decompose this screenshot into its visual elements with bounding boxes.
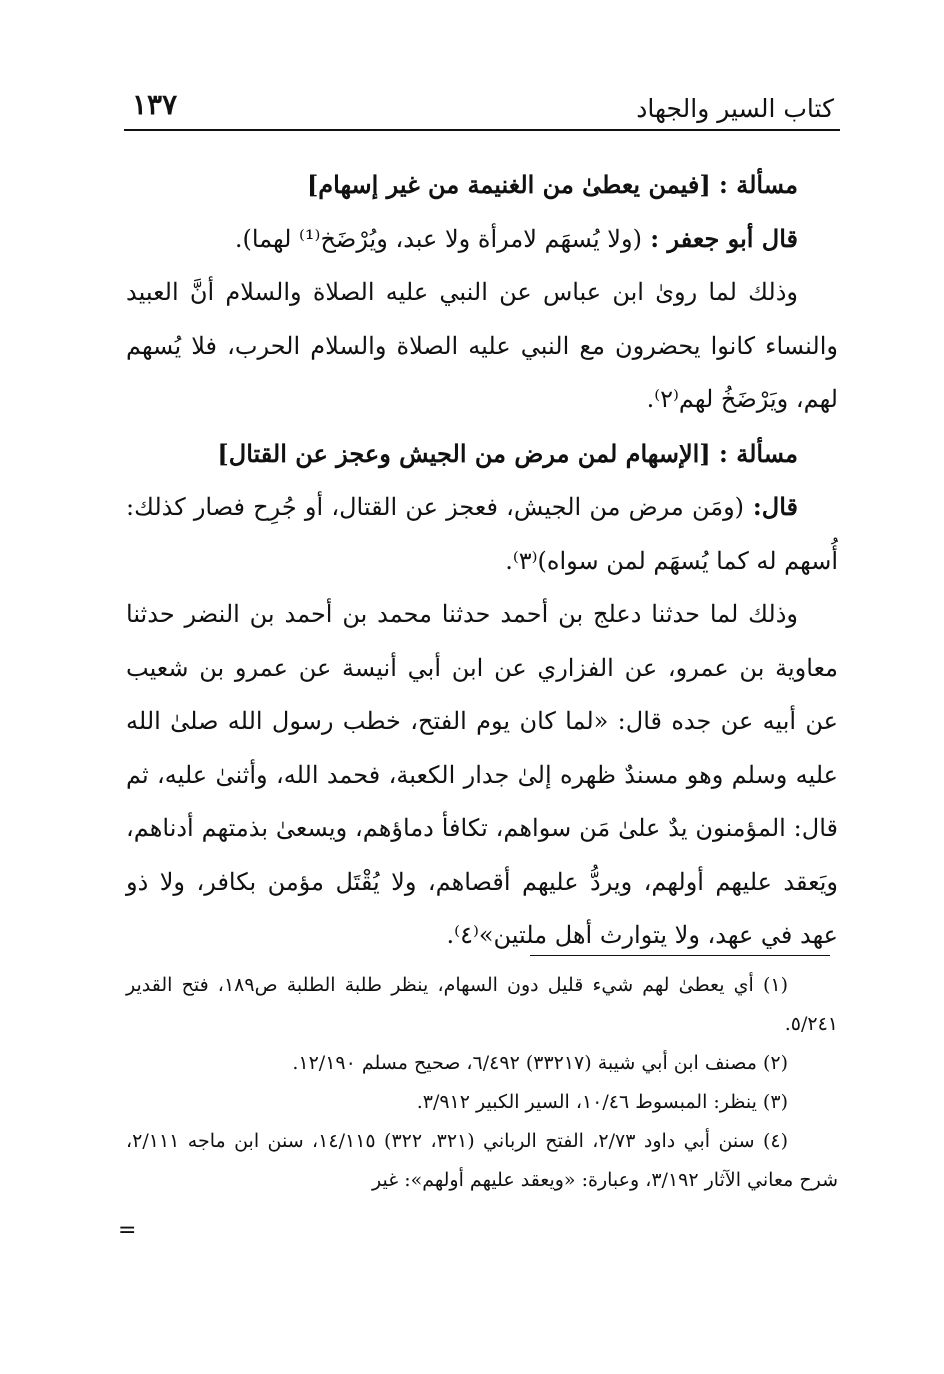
issue-title-2: [الإسهام لمن مرض من الجيش وعجز عن القتال] (217, 438, 711, 468)
speaker-label-1: قال أبو جعفر : (641, 223, 798, 253)
issue-heading-2 (126, 427, 838, 481)
footnote-separator (530, 955, 830, 956)
footnote-4: (٤) سنن أبي داود ٢/٧٣، الفتح الرباني (٣٢١، ٣٢٢) ١٤/١١٥، سنن ابن ماجه ٢/١١١، شرح معاني الآثار ٣/١٩٢، وعبارة: «ويعقد عليهم أولهم»: غير (126, 1130, 838, 1191)
paragraph-evidence-2: وذلك لما حدثنا دعلج بن أحمد حدثنا محمد بن أحمد بن النضر حدثنا معاوية بن عمرو، عن الفزاري عن ابن أبي أنيسة عن عمرو بن شعيب عن أبيه عن جده قال: «لما كان يوم الفتح، خطب رسول الله صلىٰ الله عليه وسلم وهو مسندٌ ظهره إلىٰ جدار الكعبة، فحمد الله، وأثنىٰ عليه، ثم قال: المؤمنون يدٌ علىٰ مَن سواهم، تكافأ دماؤهم، ويسعىٰ بذمتهم أدناهم، ويَعقد عليهم أولهم، ويردُّ عليهم أقصاهم، ولا يُقْتَل مؤمن بكافر، ولا ذو عهد في عهد، ولا يتوارث أهل ملتين»⁽٤⁾. (126, 600, 838, 949)
page-number: ١٣٧ (132, 88, 178, 121)
footnote-3: (٣) ينظر: المبسوط ١٠/٤٦، السير الكبير ٣/٩١٢. (416, 1091, 788, 1113)
page-header (124, 86, 840, 130)
header-rule (124, 129, 840, 131)
statement-text-1: (ولا يُسهَم لامرأة ولا عبد، ويُرْضَخ⁽¹⁾ لهما). (234, 224, 642, 253)
issue-title-1: [فيمن يعطىٰ من الغنيمة من غير إسهام] (306, 170, 711, 199)
continuation-mark: = (118, 1218, 137, 1243)
footnote-2: (٢) مصنف ابن أبي شيبة (٣٣٢١٧) ٦/٤٩٢، صحيح مسلم ١٢/١٩٠. (292, 1052, 788, 1074)
footnotes (126, 966, 838, 1200)
issue-label-1: مسألة : (710, 170, 798, 199)
statement-text-2: (ومَن مرض من الجيش، فعجز عن القتال، أو جُرِح فصار كذلك: أُسهم له كما يُسهَم لمن سواه)⁽٣⁾. (126, 493, 838, 575)
running-title: كتاب السير والجهاد (636, 94, 834, 123)
paragraph-statement-1 (126, 212, 838, 267)
footnote-1: (١) أي يعطىٰ لهم شيء قليل دون السهام، ينظر طلبة الطلبة ص١٨٩، فتح القدير ٥/٢٤١. (126, 974, 838, 1035)
main-text (126, 158, 838, 963)
issue-label-2: مسألة : (710, 438, 798, 468)
speaker-label-2: قال: (744, 492, 799, 521)
paragraph-evidence-1: وذلك لما روىٰ ابن عباس عن النبي عليه الصلاة والسلام أنَّ العبيد والنساء كانوا يحضرون مع النبي عليه الصلاة والسلام الحرب، فلا يُسهم لهم، ويَرْضَخُ لهم⁽٢⁾. (126, 278, 838, 413)
issue-heading-1 (126, 158, 838, 212)
paragraph-statement-2 (126, 480, 838, 588)
